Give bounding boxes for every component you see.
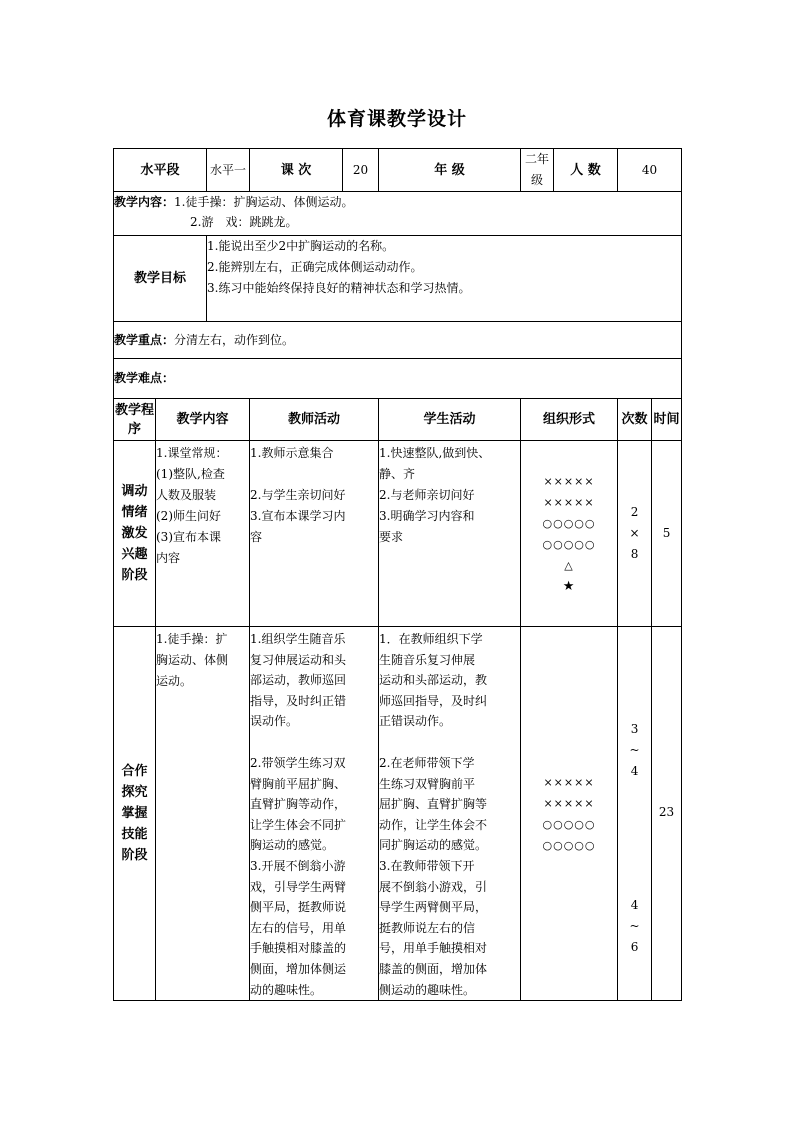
stage1-row [114,441,682,627]
col-content: 教学内容 [156,399,250,441]
stage2-times-a: 3~4 [629,722,640,778]
stage1-student-line: 3.明确学习内容和 [379,509,475,523]
col-teacher: 教师活动 [250,399,379,441]
content-line-2: 2.游 戏：跳跳龙。 [190,215,298,229]
stage2-student-line: 同扩胸运动的感觉。 [379,838,488,853]
stage2-times-b: 4~6 [629,898,640,954]
stage1-student-line: 1.快速整队,做到快、 [379,446,491,460]
stage2-student-line: 侧运动的趣味性。 [379,982,476,997]
count-label: 人 数 [554,149,618,192]
content-line-1: 1.徒手操：扩胸运动、体侧运动。 [174,195,354,209]
stage2-time: 23 [652,627,682,1001]
stage2-student-line: 生随音乐复习伸展 [379,652,476,667]
stage2-student-line: 运动和头部运动，教 [379,673,488,688]
stage2-content-line: 1.徒手操：扩 [156,632,228,646]
stage2-student-line: 师巡回指导，及时纠 [379,693,488,708]
grade-value: 二年级 [521,149,554,192]
formation-row: ××××× [543,775,595,789]
stage2-teacher-line: 胸运动的感觉。 [250,838,335,853]
col-student: 学生活动 [379,399,521,441]
stage2-teacher-line: 侧面，增加体侧运 [250,961,347,976]
stage1-content-line: 内容 [156,551,181,565]
grade-label: 年 级 [379,149,521,192]
difficulty-label: 教学难点： [114,371,175,385]
stage2-student-line: 1．在教师组织下学 [379,632,483,646]
stage2-teacher-line: 1.组织学生随音乐 [250,632,346,646]
stage1-teacher-line: 3.宣布本课学习内 [250,509,346,523]
key-point-text: 分清左右，动作到位。 [174,332,295,347]
formation-row: ○○○○○ [542,538,596,551]
content-label: 教学内容： [114,195,175,209]
stage2-teacher-line [250,732,378,753]
stage1-time: 5 [652,441,682,627]
page-title: 体育课教学设计 [326,108,467,130]
stage2-teacher-line: 部运动，教师巡回 [250,673,347,688]
lesson-value: 20 [343,149,379,192]
goal-item: 2.能辨别左右，正确完成体侧运动动作。 [207,260,423,274]
stage1-content-line: 1.课堂常规： [156,446,228,460]
stage1-student-line: 要求 [379,530,404,544]
stage1-student-line: 静、齐 [379,467,416,481]
difficulty-row [114,359,682,399]
goals-label: 教学目标 [114,236,207,322]
goal-item: 1.能说出至少2中扩胸运动的名称。 [207,239,395,253]
stage2-teacher-line: 左右的信号，用单 [250,920,347,935]
stage2-student-line [379,732,520,753]
level-label: 水平段 [114,149,207,192]
stage2-teacher-line: 3.开展不倒翁小游 [250,858,346,873]
col-time: 时间 [652,399,682,441]
stage2-student-line: 膝盖的侧面，增加体 [379,961,488,976]
stage2-student-line: 号，用单手触摸相对 [379,941,488,956]
goal-item: 3.练习中能始终保持良好的精神状态和学习热情。 [207,281,471,295]
header-row [114,149,682,192]
stage1-teacher-line: 容 [250,530,263,544]
stage2-name: 合作探究掌握技能阶段 [121,764,148,864]
stage1-content-line: (3)宣布本课 [156,530,221,544]
stage1-name: 调动情绪激发兴趣阶段 [121,484,148,583]
lesson-label: 课 次 [250,149,343,192]
col-procedure: 教学程序 [114,399,156,441]
formation-row: ○○○○○ [542,517,596,530]
stage2-content-line: 运动。 [156,674,193,688]
stage2-teacher-line: 臂胸前平屈扩胸、 [250,776,347,791]
content-row [114,192,682,236]
teacher-marker-icon: △ [564,559,574,572]
key-point-row [114,322,682,359]
stage1-teacher-line: 2.与学生亲切问好 [250,488,346,502]
goals-row [114,236,682,322]
stage2-teacher-line: 指导，及时纠正错 [250,693,347,708]
lesson-plan-table [113,148,682,1001]
stage2-content-line: 胸运动、体侧 [156,653,229,667]
formation-row: ○○○○○ [542,817,596,831]
stage1-teacher-line: 1.教师示意集合 [250,446,334,460]
stage2-student-line: 挺教师说左右的信 [379,920,476,935]
stage2-student-line: 导学生两臂侧平局， [379,900,488,915]
count-value: 40 [618,149,682,192]
formation-row: ××××× [543,475,595,488]
key-point-label: 教学重点： [114,332,175,347]
formation-row: ××××× [543,796,595,810]
stage1-content-line: (1)整队,检查 [156,467,225,481]
formation-row: ○○○○○ [542,838,596,852]
col-organization: 组织形式 [521,399,618,441]
column-header-row [114,399,682,441]
stage2-teacher-line: 动的趣味性。 [250,982,323,997]
stage2-student-line: 正错误动作。 [379,714,452,729]
stage2-student-line: 屈扩胸、直臂扩胸等 [379,797,488,812]
stage2-teacher-line: 直臂扩胸等动作， [250,797,347,812]
col-times: 次数 [618,399,652,441]
stage2-row [114,627,682,1001]
stage2-teacher-line: 侧平局，挺教师说 [250,900,347,915]
stage2-teacher-line: 戏，引导学生两臂 [250,879,347,894]
stage1-student-line: 2.与老师亲切问好 [379,488,475,502]
stage2-teacher-line: 让学生体会不同扩 [250,817,347,832]
stage2-student-line: 2.在老师带领下学 [379,755,475,770]
stage1-teacher-line [250,464,378,485]
stage1-times: 2×8 [629,505,640,561]
star-icon: ★ [562,579,576,594]
stage2-student-line: 生练习双臂胸前平 [379,776,476,791]
stage2-teacher-line: 复习伸展运动和头 [250,652,347,667]
stage2-teacher-line: 手触摸相对膝盖的 [250,941,347,956]
stage1-content-line: 人数及服装 [156,488,217,502]
stage2-teacher-line: 2.带领学生练习双 [250,755,346,770]
stage2-student-line: 3.在教师带领下开 [379,858,475,873]
formation-row: ××××× [543,496,595,509]
stage2-teacher-line: 误动作。 [250,714,299,729]
level-value: 水平一 [207,149,250,192]
stage2-student-line: 展不倒翁小游戏，引 [379,879,488,894]
stage2-student-line: 动作，让学生体会不 [379,817,488,832]
stage1-content-line: (2)师生问好 [156,509,221,523]
